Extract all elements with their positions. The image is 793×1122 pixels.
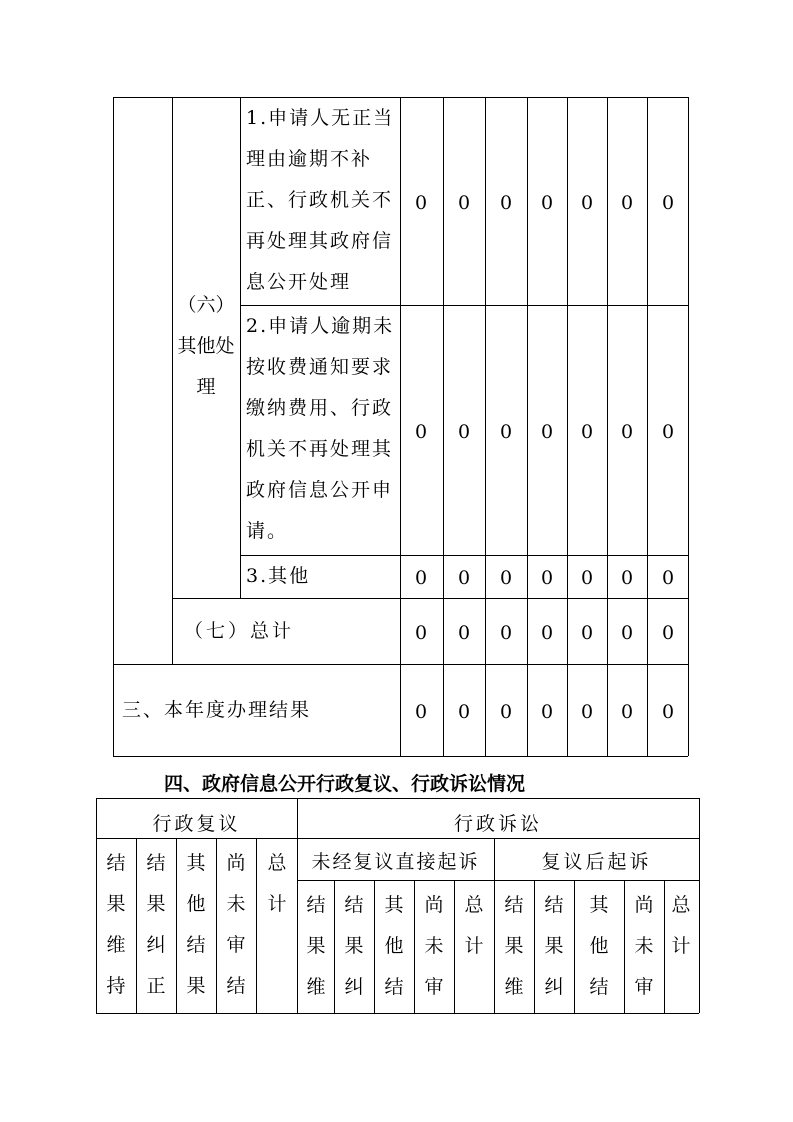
section4-title: 四、政府信息公开行政复议、行政诉讼情况 [164, 773, 526, 795]
after-col: 结果纠 [544, 894, 564, 998]
after-col: 其他结 [589, 894, 609, 998]
result-value: 0 [499, 701, 513, 723]
row3-value: 0 [540, 567, 554, 589]
direct-col: 尚未审 [424, 894, 444, 998]
review-header: 行政复议 [152, 813, 241, 835]
total-value: 0 [414, 622, 428, 644]
row2-value: 0 [457, 421, 471, 443]
row1-label: 1.申请人无正当理由逾期不补正、行政机关不再处理其政府信息公开处理 [246, 107, 395, 293]
result-value: 0 [457, 701, 471, 723]
review-col: 结果维持 [106, 852, 126, 997]
after-col: 结果维 [504, 894, 524, 998]
row2-value: 0 [661, 421, 675, 443]
review-col: 结果纠正 [146, 852, 166, 997]
result-label: 三、本年度办理结果 [122, 699, 312, 721]
row2-value: 0 [580, 421, 594, 443]
row3-value: 0 [414, 567, 428, 589]
row2-value: 0 [414, 421, 428, 443]
review-col: 尚未审结 [226, 852, 246, 997]
total-value: 0 [620, 622, 634, 644]
row1-value: 0 [414, 192, 428, 214]
row2-value: 0 [499, 421, 513, 443]
direct-col: 结果纠 [344, 894, 364, 998]
result-value: 0 [580, 701, 594, 723]
after-col: 尚未审 [634, 894, 654, 998]
review-col: 其他结果 [186, 852, 206, 997]
row1-value: 0 [620, 192, 634, 214]
row2-value: 0 [620, 421, 634, 443]
after-col: 总计 [671, 894, 691, 957]
total-value: 0 [661, 622, 675, 644]
row3-value: 0 [580, 567, 594, 589]
total-value: 0 [457, 622, 471, 644]
total-label: （七）总计 [184, 620, 295, 642]
result-value: 0 [620, 701, 634, 723]
result-value: 0 [661, 701, 675, 723]
direct-col: 结果维 [306, 894, 326, 998]
result-value: 0 [540, 701, 554, 723]
row3-value: 0 [457, 567, 471, 589]
row1-value: 0 [580, 192, 594, 214]
total-value: 0 [580, 622, 594, 644]
row1-value: 0 [457, 192, 471, 214]
row2-label: 2.申请人逾期未按收费通知要求缴纳费用、行政机关不再处理其政府信息公开申请。 [246, 315, 395, 542]
result-value: 0 [414, 701, 428, 723]
row3-label: 3.其他 [246, 565, 311, 587]
row2-value: 0 [540, 421, 554, 443]
direct-col: 其他结 [384, 894, 404, 998]
row3-value: 0 [661, 567, 675, 589]
total-value: 0 [499, 622, 513, 644]
after-review-header: 复议后起诉 [541, 851, 652, 873]
row3-value: 0 [499, 567, 513, 589]
direct-header: 未经复议直接起诉 [311, 851, 480, 873]
litigation-header: 行政诉讼 [453, 813, 542, 835]
review-col: 总计 [267, 852, 287, 915]
group6-label: （六）其他处理 [177, 294, 235, 398]
row1-value: 0 [499, 192, 513, 214]
row1-value: 0 [540, 192, 554, 214]
row3-value: 0 [620, 567, 634, 589]
direct-col: 总计 [464, 894, 484, 957]
total-value: 0 [540, 622, 554, 644]
row1-value: 0 [661, 192, 675, 214]
